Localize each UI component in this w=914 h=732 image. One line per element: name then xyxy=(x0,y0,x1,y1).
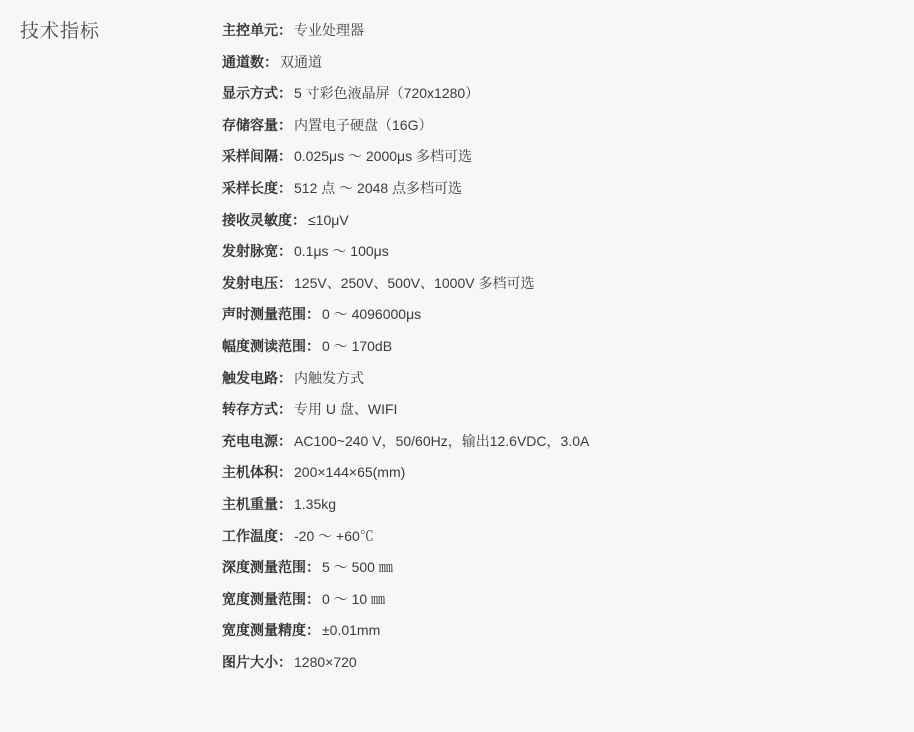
spec-row xyxy=(222,304,882,325)
spec-row xyxy=(222,178,882,199)
spec-value: 内触发方式 xyxy=(294,369,364,386)
spec-colon: ： xyxy=(278,22,292,38)
page-title: 技术指标 xyxy=(20,21,101,42)
spec-value: 0.1μs ～ 100μs xyxy=(294,243,389,260)
spec-label: 主控单元 xyxy=(222,22,278,38)
spec-row xyxy=(222,273,882,294)
spec-value: 双通道 xyxy=(280,53,322,70)
spec-colon: ： xyxy=(278,432,292,449)
spec-colon: ： xyxy=(306,337,320,354)
spec-colon: ： xyxy=(278,495,292,512)
spec-value: 专业处理器 xyxy=(294,22,364,38)
spec-label: 显示方式 xyxy=(222,85,278,102)
spec-label: 存储容量 xyxy=(222,116,278,133)
spec-value: -20 ～ +60℃ xyxy=(294,527,374,544)
spec-colon: ： xyxy=(278,653,292,670)
spec-value: 0.025μs ～ 2000μs 多档可选 xyxy=(294,148,472,165)
spec-label: 主机重量 xyxy=(222,495,278,512)
spec-row xyxy=(222,336,882,357)
spec-row xyxy=(222,83,882,104)
spec-label: 工作温度 xyxy=(222,527,278,544)
spec-value: 0 ～ 4096000μs xyxy=(322,306,422,323)
spec-value: ±0.01mm xyxy=(322,622,381,639)
spec-row xyxy=(222,526,882,547)
spec-row xyxy=(222,241,882,262)
spec-colon: ： xyxy=(278,148,292,165)
spec-row xyxy=(222,399,882,420)
spec-colon: ： xyxy=(278,464,292,481)
spec-value: AC100~240 V，50/60Hz，输出12.6VDC，3.0A xyxy=(294,432,590,449)
spec-label: 图片大小 xyxy=(222,653,278,670)
spec-label: 充电电源 xyxy=(222,432,278,449)
spec-colon: ： xyxy=(292,211,306,228)
spec-value: 1280×720 xyxy=(294,653,357,670)
spec-colon: ： xyxy=(278,401,292,418)
spec-label: 主机体积 xyxy=(222,464,278,481)
spec-colon: ： xyxy=(278,116,292,133)
spec-row xyxy=(222,431,882,452)
spec-colon: ： xyxy=(306,306,320,323)
spec-colon: ： xyxy=(278,243,292,260)
spec-label: 转存方式 xyxy=(222,401,278,418)
spec-value: 0 ～ 170dB xyxy=(322,337,393,354)
spec-value: 5 寸彩色液晶屏（720x1280） xyxy=(294,85,480,102)
spec-label: 触发电路 xyxy=(222,369,278,386)
spec-colon: ： xyxy=(278,527,292,544)
spec-row xyxy=(222,589,882,610)
spec-colon: ： xyxy=(278,274,292,291)
spec-label: 采样长度 xyxy=(222,179,278,196)
spec-row xyxy=(222,368,882,389)
spec-row xyxy=(222,210,882,231)
spec-value: 内置电子硬盘（16G） xyxy=(294,116,433,133)
spec-row xyxy=(222,557,882,578)
spec-value: 200×144×65(mm) xyxy=(294,464,406,481)
spec-row xyxy=(222,20,882,41)
spec-label: 接收灵敏度 xyxy=(222,211,292,228)
spec-row xyxy=(222,462,882,483)
spec-value: 125V、250V、500V、1000V 多档可选 xyxy=(294,274,535,291)
spec-row xyxy=(222,620,882,641)
spec-row xyxy=(222,115,882,136)
spec-colon: ： xyxy=(278,179,292,196)
spec-value: 0 ～ 10 ㎜ xyxy=(322,590,386,607)
spec-list xyxy=(222,20,882,683)
spec-colon: ： xyxy=(306,622,320,639)
spec-label: 深度测量范围 xyxy=(222,559,306,576)
spec-row xyxy=(222,146,882,167)
spec-label: 采样间隔 xyxy=(222,148,278,165)
spec-value: 5 ～ 500 ㎜ xyxy=(322,559,393,576)
spec-row xyxy=(222,494,882,515)
spec-colon: ： xyxy=(278,369,292,386)
spec-label: 幅度测读范围 xyxy=(222,337,306,354)
spec-label: 宽度测量精度 xyxy=(222,622,306,639)
spec-colon: ： xyxy=(264,53,278,70)
spec-colon: ： xyxy=(306,559,320,576)
spec-value: 专用 U 盘、WIFI xyxy=(294,401,398,418)
spec-label: 发射电压 xyxy=(222,274,278,291)
spec-label: 通道数 xyxy=(222,53,264,70)
spec-colon: ： xyxy=(306,590,320,607)
spec-label: 声时测量范围 xyxy=(222,306,306,323)
spec-value: 1.35kg xyxy=(294,495,337,512)
spec-row xyxy=(222,52,882,73)
spec-label: 发射脉宽 xyxy=(222,243,278,260)
spec-row xyxy=(222,652,882,673)
spec-value: ≤10μV xyxy=(308,211,349,228)
spec-colon: ： xyxy=(278,85,292,102)
spec-value: 512 点 ～ 2048 点多档可选 xyxy=(294,179,463,196)
spec-label: 宽度测量范围 xyxy=(222,590,306,607)
